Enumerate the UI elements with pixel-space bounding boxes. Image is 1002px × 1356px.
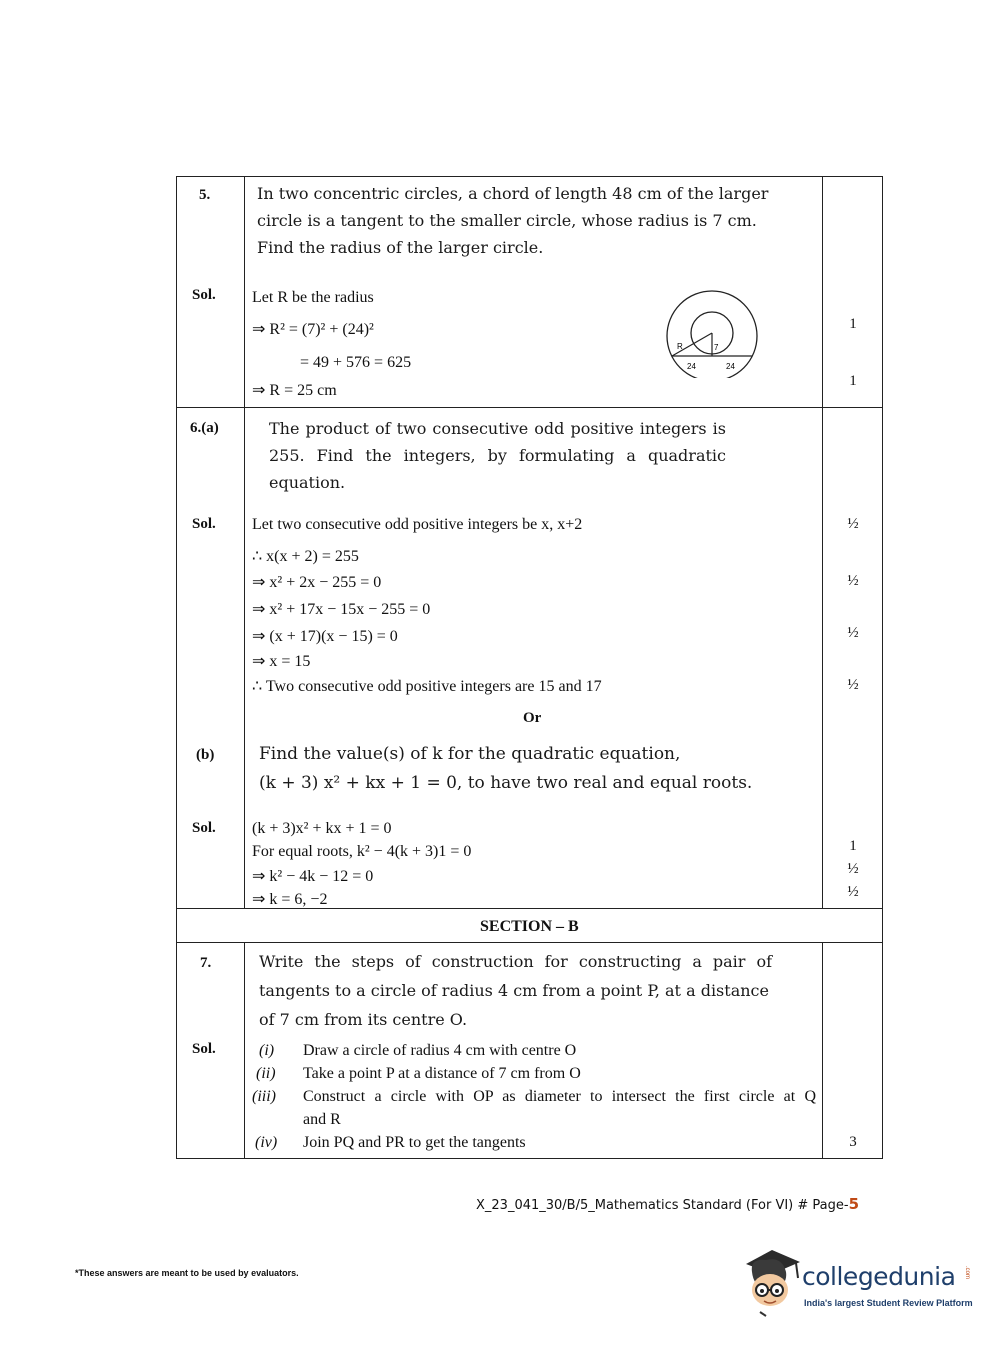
table-border-top — [176, 176, 883, 177]
solution-line: ∴ Two consecutive odd positive integers are 15 and 17 — [252, 678, 602, 695]
page-number: 5 — [848, 1195, 860, 1213]
solution-line: ⇒ R = 25 cm — [252, 382, 337, 399]
solution-line: Let two consecutive odd positive integers be x, x+2 — [252, 516, 583, 533]
marks: ½ — [847, 573, 859, 589]
marks: 1 — [849, 373, 857, 389]
page-footer-code — [476, 1195, 859, 1213]
solution-label: Sol. — [192, 287, 216, 303]
marks: ½ — [847, 861, 859, 877]
label-R: R — [677, 342, 683, 351]
solution-label: Sol. — [192, 820, 216, 836]
step-number: (i) — [259, 1042, 275, 1059]
solution-line: ⇒ R² = (7)² + (24)² — [252, 321, 374, 338]
question-number: 6.(a) — [190, 420, 219, 436]
step-number: (iii) — [252, 1088, 276, 1105]
solution-line: ⇒ x = 15 — [252, 653, 311, 670]
step-number: (ii) — [256, 1065, 276, 1082]
logo-dotcom: .com — [964, 1266, 970, 1280]
evaluator-disclaimer: *These answers are meant to be used by evaluators. — [75, 1268, 299, 1278]
section-heading: SECTION – B — [480, 918, 579, 935]
question-number: (b) — [196, 747, 215, 763]
question-text-line: tangents to a circle of radius 4 cm from a point P, at a distance — [259, 981, 769, 1000]
marks: 1 — [849, 316, 857, 332]
step-text: Take a point P at a distance of 7 cm from O — [303, 1065, 581, 1082]
label-24: 24 — [726, 362, 735, 371]
logo-name: collegedunia — [802, 1262, 956, 1291]
label-7: 7 — [714, 343, 719, 352]
question-text-line: Write the steps of construction for constructing a pair of — [259, 952, 772, 971]
marks: ½ — [847, 884, 859, 900]
column-divider — [822, 176, 823, 908]
question-text-line: (k + 3) x² + kx + 1 = 0, to have two real and equal roots. — [259, 773, 753, 793]
question-text-line: Find the value(s) of k for the quadratic equation, — [259, 744, 681, 764]
logo-tagline: India's largest Student Review Platform — [804, 1298, 973, 1308]
question-text-line: The product of two consecutive odd positive integers is — [269, 419, 726, 438]
step-text: and R — [303, 1111, 341, 1128]
collegedunia-logo — [742, 1246, 972, 1318]
solution-label: Sol. — [192, 1041, 216, 1057]
question-text-line: circle is a tangent to the smaller circle, whose radius is 7 cm. — [257, 211, 757, 230]
solution-line: = 49 + 576 = 625 — [300, 354, 412, 371]
mascot-icon — [742, 1246, 802, 1318]
question-text-line: Find the radius of the larger circle. — [257, 238, 544, 257]
row-divider — [176, 942, 883, 943]
table-border-left — [176, 176, 177, 1159]
question-number: 7. — [200, 955, 212, 971]
column-divider — [822, 942, 823, 1159]
column-divider — [244, 176, 245, 908]
solution-line: ∴ x(x + 2) = 255 — [252, 548, 359, 565]
step-text: Join PQ and PR to get the tangents — [303, 1134, 526, 1151]
solution-line: ⇒ x² + 17x − 15x − 255 = 0 — [252, 601, 431, 618]
solution-line: ⇒ k = 6, −2 — [252, 891, 328, 908]
question-text-line: of 7 cm from its centre O. — [259, 1010, 468, 1029]
marks: 3 — [849, 1134, 857, 1150]
solution-line: ⇒ (x + 17)(x − 15) = 0 — [252, 628, 398, 645]
solution-line: For equal roots, k² − 4(k + 3)1 = 0 — [252, 843, 472, 860]
footer-code-text: X_23_041_30/B/5_Mathematics Standard (For VI) # Page- — [476, 1198, 849, 1213]
marks: 1 — [849, 838, 857, 854]
step-text: Draw a circle of radius 4 cm with centre O — [303, 1042, 577, 1059]
or-separator: Or — [523, 710, 542, 726]
solution-line: ⇒ k² − 4k − 12 = 0 — [252, 868, 374, 885]
concentric-circles-diagram — [658, 288, 766, 378]
step-number: (iv) — [255, 1134, 278, 1151]
marks: ½ — [847, 516, 859, 532]
question-text-line: 255. Find the integers, by formulating a quadratic — [269, 446, 726, 465]
marks: ½ — [847, 625, 859, 641]
marks: ½ — [847, 677, 859, 693]
question-number: 5. — [199, 187, 211, 203]
label-24: 24 — [687, 362, 696, 371]
question-text-line: equation. — [269, 473, 346, 492]
column-divider — [244, 942, 245, 1159]
solution-label: Sol. — [192, 516, 216, 532]
solution-line: (k + 3)x² + kx + 1 = 0 — [252, 820, 392, 837]
solution-line: Let R be the radius — [252, 289, 374, 306]
question-text-line: In two concentric circles, a chord of length 48 cm of the larger — [257, 184, 769, 203]
solution-line: ⇒ x² + 2x − 255 = 0 — [252, 574, 382, 591]
row-divider — [176, 407, 883, 408]
table-border-right — [882, 176, 883, 1159]
step-text: Construct a circle with OP as diameter to intersect the first circle at Q — [303, 1088, 816, 1105]
table-border-bottom — [176, 1158, 883, 1159]
